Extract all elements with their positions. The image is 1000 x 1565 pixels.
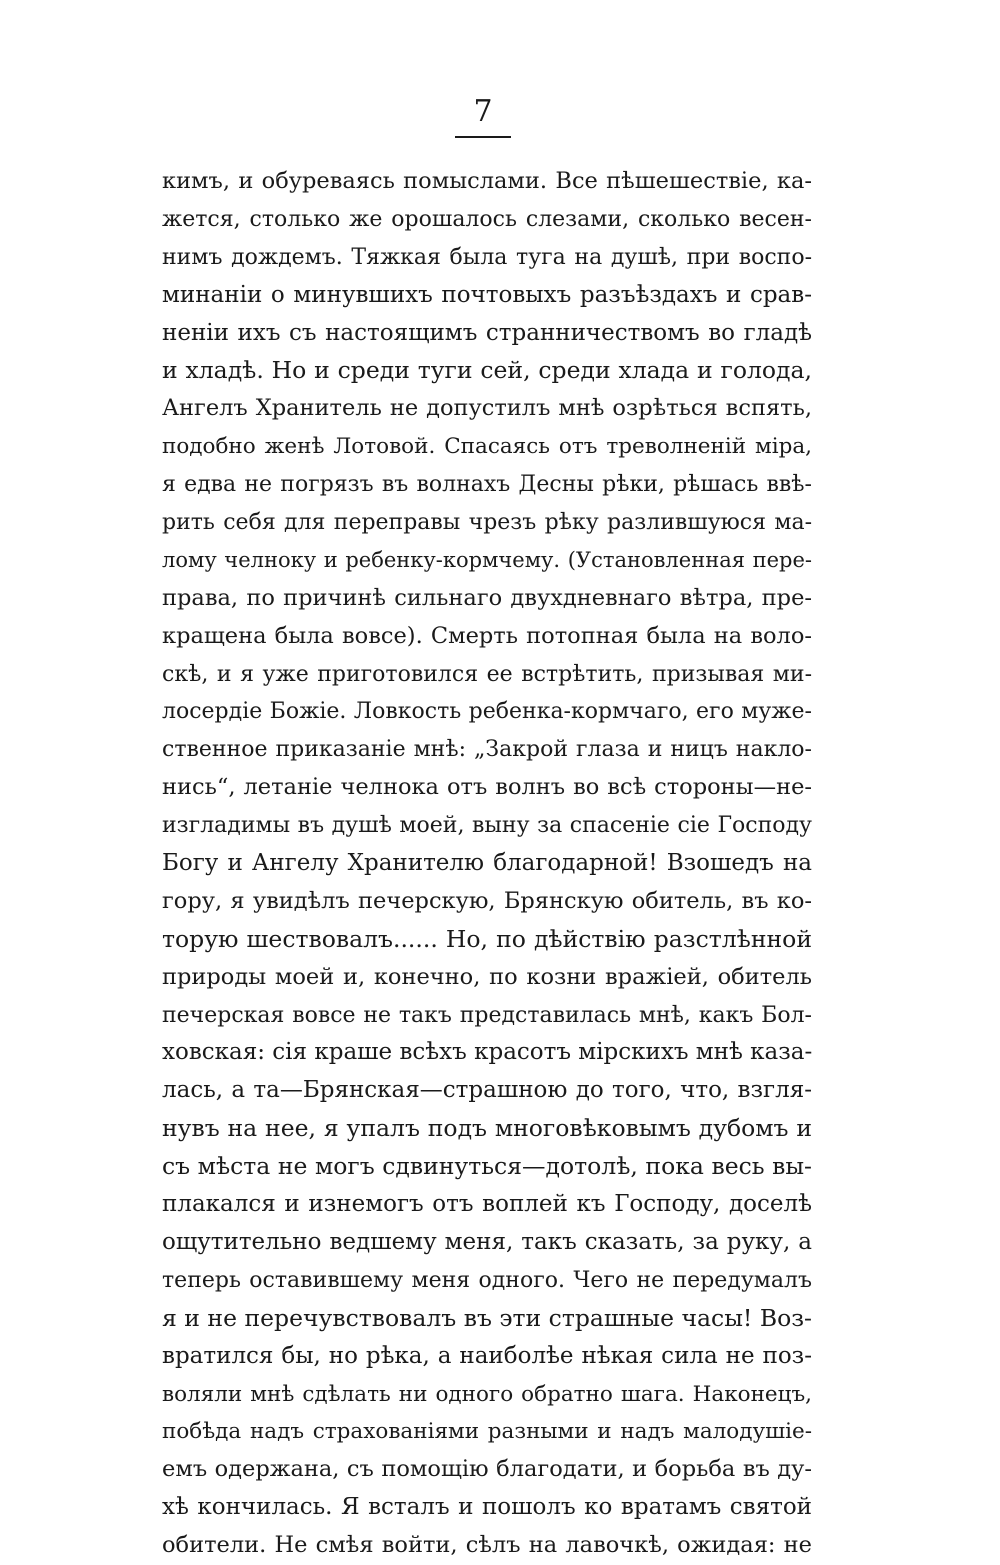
text-line: жется, столько же орошалось слезами, сколько весен- xyxy=(162,206,812,232)
text-line: неніи ихъ съ настоящимъ странничествомъ во гладѣ xyxy=(162,319,812,346)
text-line: я и не перечувствовалъ въ эти страшные часы! Воз- xyxy=(162,1303,812,1332)
text-line: права, по причинѣ сильнаго двухдневнаго вѣтра, пре- xyxy=(162,584,812,611)
text-line: кимъ, и обуреваясь помыслами. Все пѣшешествіе, ка- xyxy=(162,168,812,194)
text-line: лому челноку и ребенку-кормчему. (Установленная пере- xyxy=(162,547,812,572)
text-line: изгладимы въ душѣ моей, выну за спасеніе сіе Господу xyxy=(162,813,812,839)
text-line: лась, а та—Брянская—страшною до того, что, взгля- xyxy=(162,1077,812,1104)
text-line: вратился бы, но рѣка, а наиболѣе нѣкая сила не поз- xyxy=(162,1342,812,1369)
text-line: воляли мнѣ сдѣлать ни одного обратно шага. Наконецъ, xyxy=(162,1381,812,1407)
body-text xyxy=(162,163,812,1565)
page-number: 7 xyxy=(473,94,493,129)
text-line: печерская вовсе не такъ представилась мнѣ, какъ Бол- xyxy=(162,1002,812,1028)
text-line: и хладѣ. Но и среди туги сей, среди хлада и голода, xyxy=(162,356,812,385)
text-line: нувъ на нее, я упалъ подъ многовѣковымъ дубомъ и xyxy=(162,1114,812,1143)
text-line: теперь оставившему меня одного. Чего не передумалъ xyxy=(162,1267,812,1293)
text-line: ховская: сія краше всѣхъ красотъ мірскихъ мнѣ каза- xyxy=(162,1039,812,1066)
text-line: ощутительно ведшему меня, такъ сказать, за руку, а xyxy=(162,1228,812,1255)
text-line: подобно женѣ Лотовой. Спасаясь отъ треволненій міра, xyxy=(162,434,812,460)
text-line: ственное приказаніе мнѣ: „Закрой глаза и ницъ накло- xyxy=(162,737,812,763)
text-line: рить себя для переправы чрезъ рѣку разлившуюся ма- xyxy=(162,510,812,536)
text-line: торую шествовалъ...... Но, по дѣйствію разстлѣнной xyxy=(162,924,812,953)
text-line: хѣ кончилась. Я всталъ и пошолъ ко вратамъ святой xyxy=(162,1494,812,1521)
text-line: природы моей и, конечно, по козни вражіей, обитель xyxy=(162,963,812,990)
text-line: емъ одержана, съ помощію благодати, и борьба въ ду- xyxy=(162,1456,812,1483)
text-line: минаніи о минувшихъ почтовыхъ разъѣздахъ и срав- xyxy=(162,281,812,308)
text-line: Богу и Ангелу Хранителю благодарной! Взошедъ на xyxy=(162,850,812,877)
text-line: я едва не погрязъ въ волнахъ Десны рѣки, рѣшась ввѣ- xyxy=(162,472,812,498)
text-line: гору, я увидѣлъ печерскую, Брянскую обитель, въ ко- xyxy=(162,887,812,914)
text-line: скѣ, и я уже приготовился ее встрѣтить, призывая ми- xyxy=(162,661,812,687)
text-line: побѣда надъ страхованіями разными и надъ малодушіе- xyxy=(162,1419,812,1445)
text-line: Ангелъ Хранитель не допустилъ мнѣ озрѣться вспять, xyxy=(162,395,812,422)
text-line: обители. Не смѣя войти, сѣлъ на лавочкѣ, ожидая: не xyxy=(162,1532,812,1559)
text-line: кращена была вовсе). Смерть потопная была на воло- xyxy=(162,622,812,649)
text-line: съ мѣста не могъ сдвинуться—дотолѣ, пока весь вы- xyxy=(162,1152,812,1181)
text-line: нись“, летаніе челнока отъ волнъ во всѣ стороны—не- xyxy=(162,774,812,801)
text-line: плакался и изнемогъ отъ воплей къ Господу, доселѣ xyxy=(162,1191,812,1218)
text-line: нимъ дождемъ. Тяжкая была туга на душѣ, при воспо- xyxy=(162,244,812,270)
text-line: лосердіе Божіе. Ловкость ребенка-кормчаго, его муже- xyxy=(162,699,812,725)
page-number-rule xyxy=(455,136,511,138)
